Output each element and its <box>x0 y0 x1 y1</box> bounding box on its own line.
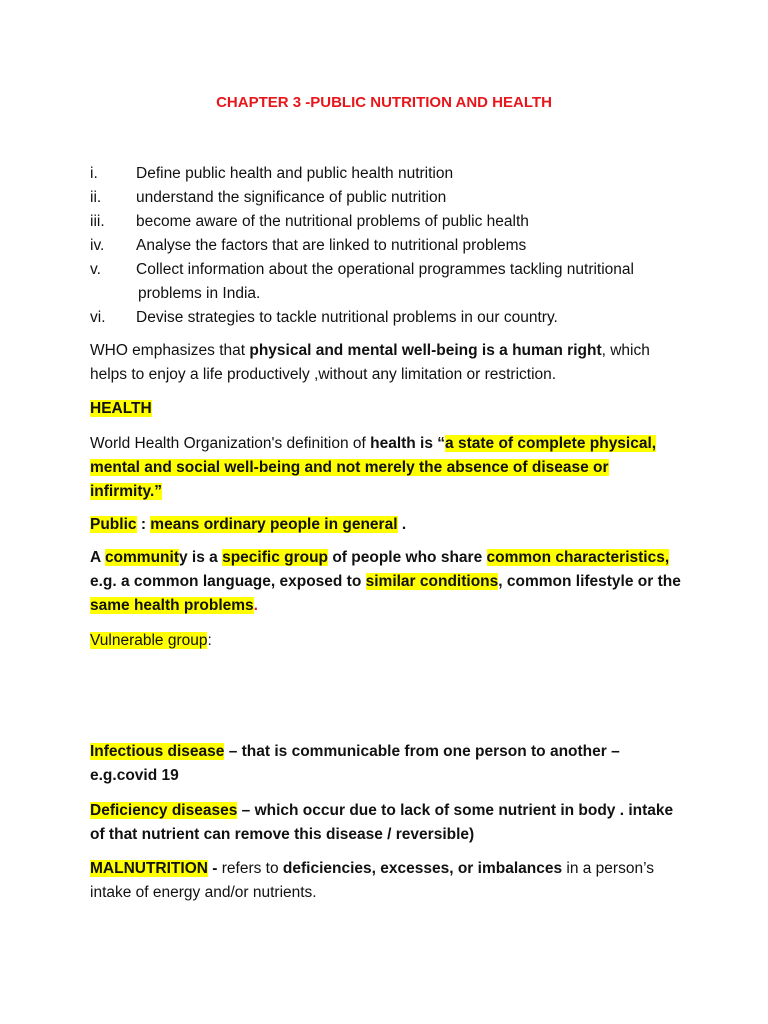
public-term: Public <box>90 516 137 533</box>
who-def-highlight-1: a state of complete physical, <box>445 435 657 452</box>
list-item-number: iv. <box>90 237 105 254</box>
vulnerable-colon: : <box>207 632 212 649</box>
community-paragraph <box>90 546 690 618</box>
deficiency-line2: of that nutrient can remove this disease / reversible) <box>90 826 475 843</box>
malnutrition-dash: - <box>207 860 222 877</box>
who-def-prefix: World Health Organization's definition of <box>90 435 371 452</box>
who-def-bold: health is “ <box>370 435 446 452</box>
list-item-text: Define public health and public health nutrition <box>136 165 454 182</box>
list-item-text: understand the significance of public nutrition <box>136 189 447 206</box>
list-item-number: ii. <box>90 189 102 206</box>
community-dot: . <box>253 597 258 614</box>
objectives-list <box>90 162 710 330</box>
health-heading-text: HEALTH <box>90 400 152 417</box>
chapter-title: CHAPTER 3 -PUBLIC NUTRITION AND HEALTH <box>216 94 552 111</box>
who-paragraph <box>90 339 690 387</box>
malnutrition-bold: deficiencies, excesses, or imbalances <box>282 860 563 877</box>
list-item <box>90 186 710 210</box>
deficiency-paragraph <box>90 799 690 847</box>
who-def-highlight-3: infirmity.” <box>90 483 163 500</box>
list-item <box>90 306 710 330</box>
list-item-text: Devise strategies to tackle nutritional problems in our country. <box>136 309 558 326</box>
community-a: A <box>90 549 105 566</box>
infectious-term: Infectious disease <box>90 743 225 760</box>
who-prefix: WHO emphasizes that <box>90 342 250 359</box>
community-line2a: e.g. a common language, exposed to <box>90 573 366 590</box>
malnutrition-rest: in a person’s <box>562 860 654 877</box>
list-item <box>90 234 710 258</box>
public-end: . <box>397 516 407 533</box>
community-mid: of people who share <box>328 549 487 566</box>
community-similar: similar conditions <box>365 573 499 590</box>
who-line2: helps to enjoy a life productively ,without any limitation or restriction. <box>90 366 557 383</box>
list-item-text: become aware of the nutritional problems of public health <box>136 213 529 230</box>
deficiency-term: Deficiency diseases <box>90 802 238 819</box>
malnutrition-line2: intake of energy and/or nutrients. <box>90 884 317 901</box>
community-common: common characteristics, <box>486 549 670 566</box>
list-item <box>90 258 710 306</box>
list-item-text: Collect information about the operational programmes tackling nutritional <box>136 261 634 278</box>
malnutrition-refers: refers to <box>221 860 283 877</box>
infectious-line2: e.g.covid 19 <box>90 767 179 784</box>
infectious-rest: – that is communicable from one person to another – <box>224 743 620 760</box>
who-human-right: physical and mental well-being is a human right <box>249 342 602 359</box>
infectious-paragraph <box>90 740 690 788</box>
vulnerable-label: Vulnerable group <box>90 632 208 649</box>
deficiency-rest: – which occur due to lack of some nutrient in body . intake <box>237 802 674 819</box>
who-def-highlight-2: mental and social well-being and not merely the absence of disease or <box>90 459 609 476</box>
community-term: communit <box>104 549 179 566</box>
community-y: y is a <box>179 549 223 566</box>
public-colon: : <box>136 516 151 533</box>
list-item <box>90 210 710 234</box>
who-definition-paragraph <box>90 432 690 504</box>
community-specific-group: specific group <box>222 549 329 566</box>
list-item <box>90 162 710 186</box>
community-same: same health problems <box>90 597 254 614</box>
community-line2b: , common lifestyle or the <box>498 573 681 590</box>
vulnerable-paragraph <box>90 629 690 653</box>
list-item-number: v. <box>90 261 101 278</box>
list-item-number: vi. <box>90 309 106 326</box>
who-suffix: , which <box>601 342 650 359</box>
health-heading <box>90 397 690 421</box>
list-item-text: Analyse the factors that are linked to nutritional problems <box>136 237 527 254</box>
malnutrition-paragraph <box>90 857 690 905</box>
list-item-continuation: problems in India. <box>138 285 261 302</box>
public-paragraph <box>90 513 690 537</box>
list-item-number: i. <box>90 165 98 182</box>
list-item-number: iii. <box>90 213 105 230</box>
malnutrition-term: MALNUTRITION <box>90 860 208 877</box>
public-meaning: means ordinary people in general <box>150 516 398 533</box>
